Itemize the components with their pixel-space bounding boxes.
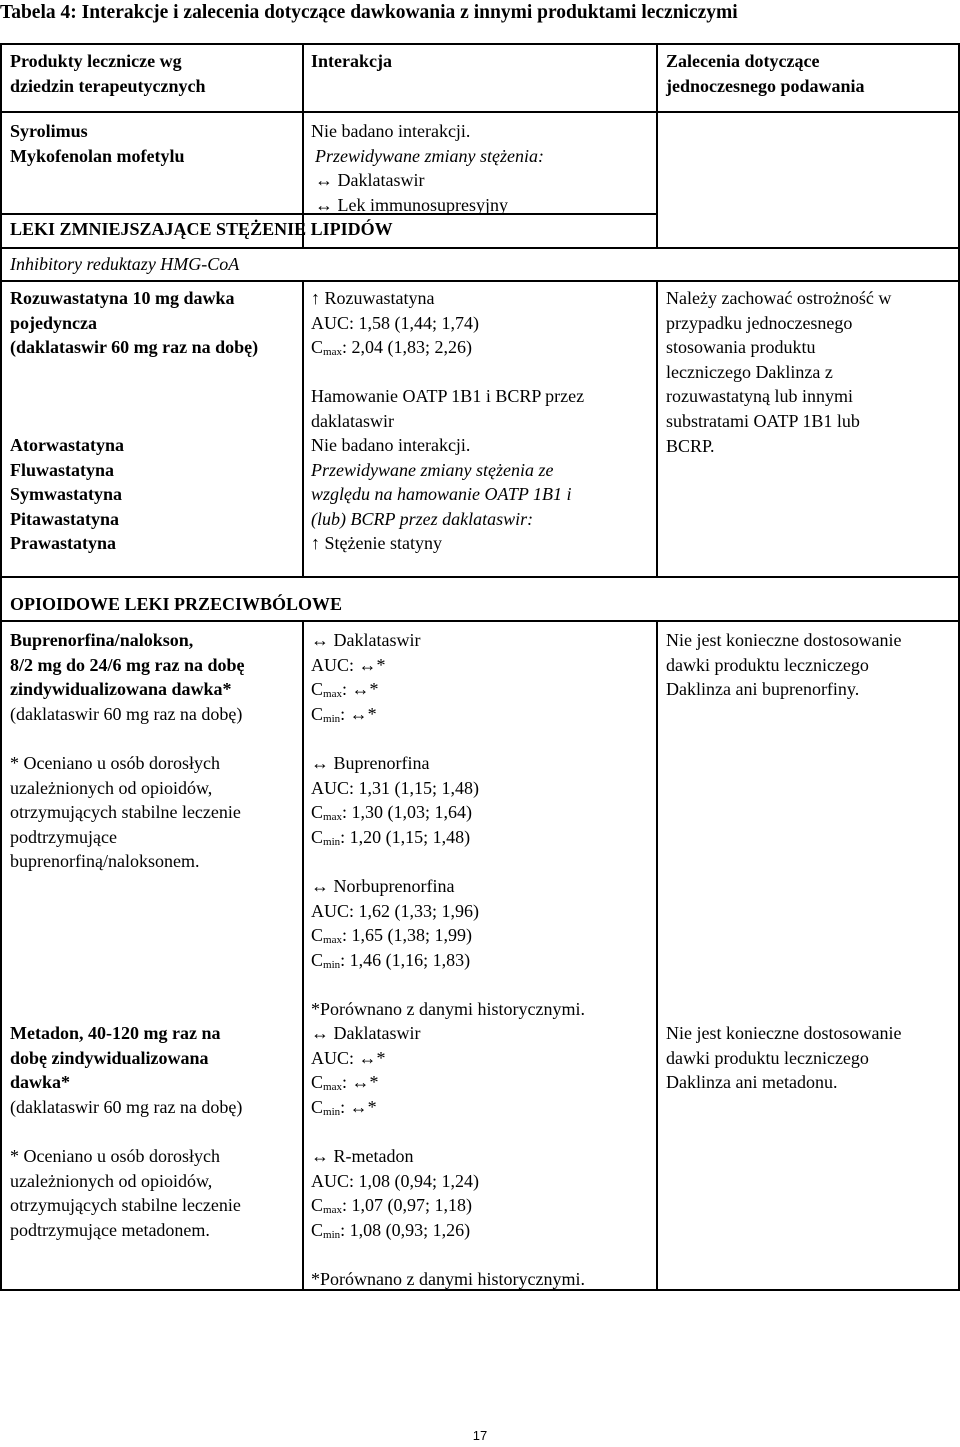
page-number: 17 — [472, 1428, 488, 1443]
methadone-recommendation: Nie jest konieczne dostosowanie dawki produktu leczniczego Daklinza ani metadonu. — [666, 1023, 902, 1093]
buprenorphine-note: * Oceniano u osób dorosłych uzależnionych od opioidów, otrzymujących stabilne leczenie podtrzymujące buprenorfiną/naloksonem. — [10, 753, 241, 872]
subsection-hmg-coa: Inhibitory reduktazy HMG-CoA — [10, 254, 240, 274]
rosuvastatin-recommendation: Należy zachować ostrożność w przypadku jednoczesnego stosowania produktu leczniczego Daklinza z rozuwastatyną lub innymi substratami OATP 1B1 lub BCRP. — [666, 288, 892, 456]
methadone-interaction: ↔ Daklataswir AUC: ↔* $C_{max}$: ↔* $C_{min}$: ↔* ↔ R-metadon AUC: 1,08 (0,94; 1,24) $C_{max}$: 1,07 (0,97; 1,18) $C_{min}$: 1,08 (0,93; 1,26) *Porównano z danymi historycznymi. — [311, 1023, 585, 1289]
buprenorphine-recommendation: Nie jest konieczne dostosowanie dawki produktu leczniczego Daklinza ani buprenorfiny. — [666, 630, 902, 700]
rosuvastatin-drugs: Rozuwastatyna 10 mg dawka pojedyncza (daklataswir 60 mg raz na dobę) — [10, 288, 259, 358]
methadone-note: * Oceniano u osób dorosłych uzależnionych od opioidów, otrzymujących stabilne leczenie podtrzymujące metadonem. — [10, 1146, 241, 1240]
header-products: Produkty lecznicze wg dziedzin terapeutycznych — [10, 51, 206, 96]
syrolimus-drugs: Syrolimus Mykofenolan mofetylu — [10, 121, 185, 166]
syrolimus-interaction: Nie badano interakcji. Przewidywane zmiany stężenia: ↔ Daklataswir ↔ Lek immunosupresyjny — [311, 121, 544, 215]
statins-drugs: Atorwastatyna Fluwastatyna Symwastatyna Pitawastatyna Prawastatyna — [10, 435, 124, 554]
buprenorphine-interaction: ↔ Daklataswir AUC: ↔* $C_{max}$: ↔* $C_{min}$: ↔* ↔ Buprenorfina AUC: 1,31 (1,15; 1,48) $C_{max}$: 1,30 (1,03; 1,64) $C_{min}$: 1,20 (1,15; 1,48) ↔ Norbuprenorfina AUC: 1,62 (1,33; 1,96) $C_{max}$: 1,65 (1,38; 1,99) $C_{min}$: 1,46 (1,16; 1,83) *Porównano z danymi historycznymi. — [311, 630, 585, 1019]
section-lipid-lowering: LEKI ZMNIEJSZAJĄCE STĘŻENIE LIPIDÓW — [10, 219, 393, 239]
methadone-drugs: Metadon, 40-120 mg raz na dobę zindywidualizowana dawka* (daklataswir 60 mg raz na dobę) — [10, 1023, 243, 1117]
statins-interaction: Nie badano interakcji. Przewidywane zmiany stężenia ze względu na hamowanie OATP 1B1 i (lub) BCRP przez daklataswir: ↑ Stężenie statyny — [311, 435, 572, 554]
header-interaction: Interakcja — [311, 51, 392, 71]
section-opioid-analgesics: OPIOIDOWE LEKI PRZECIWBÓLOWE — [10, 594, 343, 614]
buprenorphine-drugs: Buprenorfina/nalokson, 8/2 mg do 24/6 mg raz na dobę zindywidualizowana dawka* (daklataswir 60 mg raz na dobę) — [10, 630, 245, 724]
header-recommendations: Zalecenia dotyczące jednoczesnego podawania — [666, 51, 865, 96]
table-caption: Tabela 4: Interakcje i zalecenia dotyczące dawkowania z innymi produktami leczniczymi — [0, 2, 738, 23]
rosuvastatin-interaction: ↑ Rozuwastatyna AUC: 1,58 (1,44; 1,74) $C_{max}$: 2,04 (1,83; 2,26) Hamowanie OATP 1B1 i BCRP przez daklataswir — [311, 288, 585, 431]
